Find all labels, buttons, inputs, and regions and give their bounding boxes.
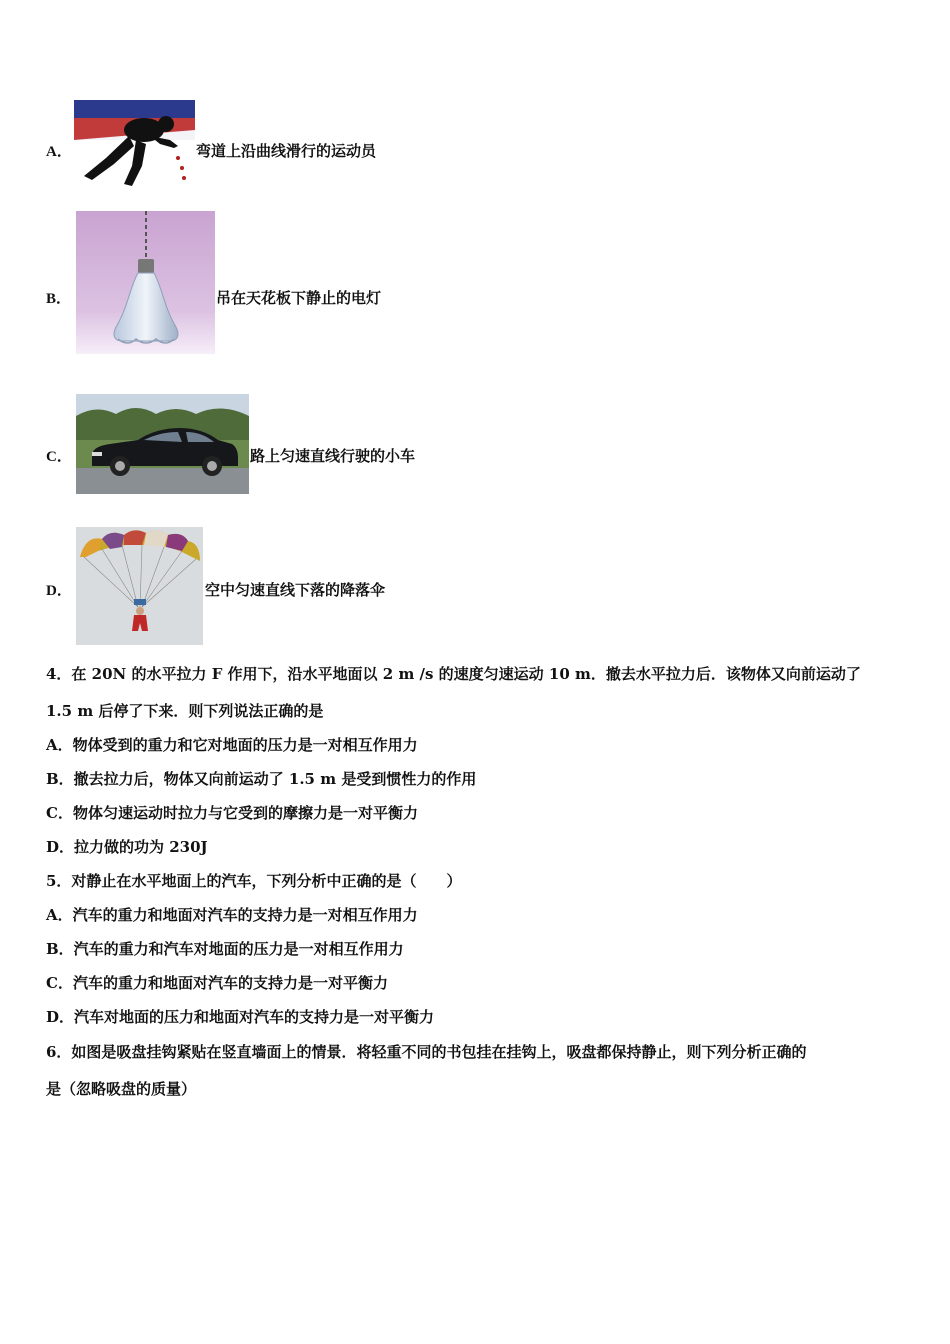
sedan-car-photo — [76, 394, 249, 494]
hanging-lamp-photo — [76, 211, 215, 354]
q4-stem-line2: 1.5 m 后停了下来．则下列说法正确的是 — [46, 702, 324, 720]
q6-stem-line1: 6．如图是吸盘挂钩紧贴在竖直墙面上的情景．将轻重不同的书包挂在挂钩上，吸盘都保持静止，则下列分析正确的 — [46, 1043, 807, 1061]
q5-option-a: A．汽车的重力和地面对汽车的支持力是一对相互作用力 — [46, 906, 418, 924]
option-d-caption: 空中匀速直线下落的降落伞 — [205, 581, 386, 599]
option-c-caption: 路上匀速直线行驶的小车 — [250, 447, 416, 465]
option-d-letter: D． — [46, 583, 72, 599]
parachute-photo — [76, 527, 203, 645]
option-b-letter: B． — [46, 291, 72, 307]
option-c-letter: C． — [46, 449, 72, 465]
q4-stem-line1: 4．在 20N 的水平拉力 F 作用下，沿水平地面以 2 m /s 的速度匀速运动 10 m．撤去水平拉力后．该物体又向前运动了 — [46, 665, 861, 683]
option-a-caption: 弯道上沿曲线滑行的运动员 — [196, 142, 377, 160]
q6-stem-line2: 是（忽略吸盘的质量） — [46, 1080, 197, 1098]
q4-option-b: B．撤去拉力后，物体又向前运动了 1.5 m 是受到惯性力的作用 — [46, 770, 477, 788]
q4-option-c: C．物体匀速运动时拉力与它受到的摩擦力是一对平衡力 — [46, 804, 418, 822]
q5-option-c: C．汽车的重力和地面对汽车的支持力是一对平衡力 — [46, 974, 388, 992]
q5-stem: 5．对静止在水平地面上的汽车，下列分析中正确的是（ ） — [46, 872, 462, 890]
option-b-caption: 吊在天花板下静止的电灯 — [216, 289, 382, 307]
q4-option-d: D．拉力做的功为 230J — [46, 838, 208, 856]
option-a-letter: A． — [46, 144, 72, 160]
q5-option-b: B．汽车的重力和汽车对地面的压力是一对相互作用力 — [46, 940, 404, 958]
speed-skater-photo — [74, 100, 195, 188]
q4-option-a: A．物体受到的重力和它对地面的压力是一对相互作用力 — [46, 736, 418, 754]
q5-option-d: D．汽车对地面的压力和地面对汽车的支持力是一对平衡力 — [46, 1008, 435, 1026]
